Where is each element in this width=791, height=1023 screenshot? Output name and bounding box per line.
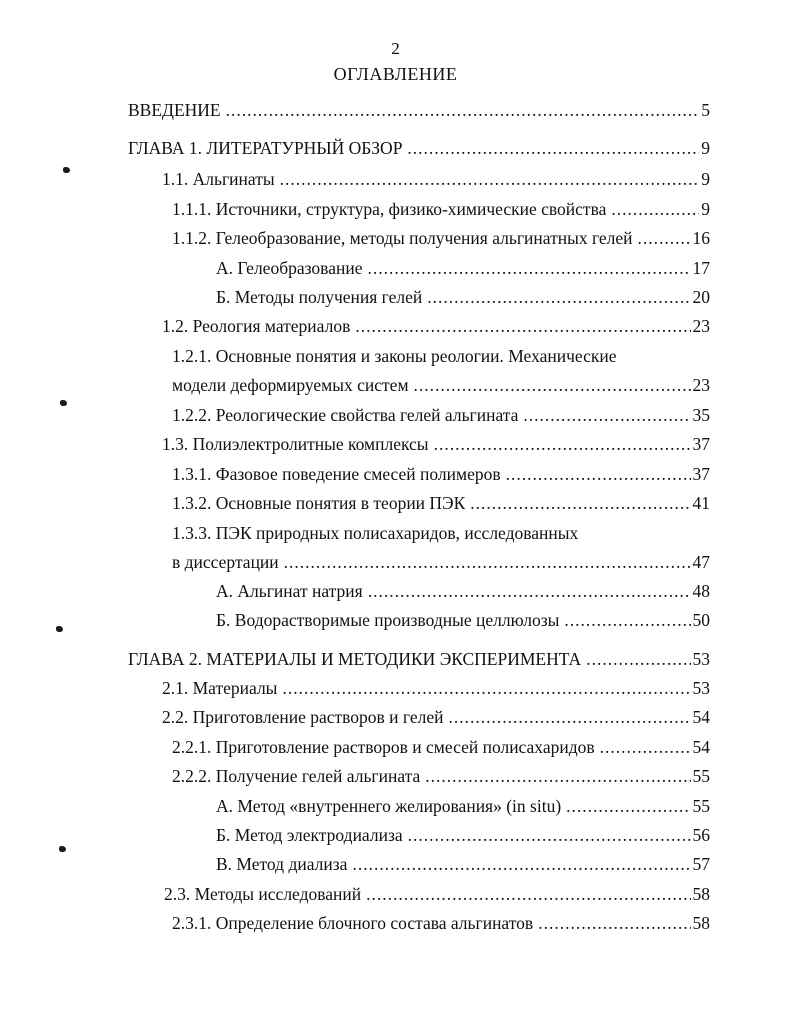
toc-entry bbox=[216, 825, 710, 849]
toc-entry-page: 57 bbox=[692, 854, 710, 874]
toc-entry bbox=[162, 707, 710, 731]
toc-entry-page: 58 bbox=[692, 913, 710, 933]
leader-dots bbox=[226, 100, 700, 121]
leader-dots bbox=[425, 766, 690, 787]
toc-entry-page: 5 bbox=[701, 100, 710, 120]
toc-entry-title: в диссертации bbox=[172, 552, 279, 572]
leader-dots bbox=[449, 707, 691, 728]
toc-entry-title: А. Метод «внутреннего желирования» (in situ) bbox=[216, 796, 562, 816]
leader-dots bbox=[408, 825, 691, 846]
scan-speck bbox=[60, 400, 67, 406]
toc-entry-title: ГЛАВА 1. ЛИТЕРАТУРНЫЙ ОБЗОР bbox=[128, 138, 403, 158]
toc-entry-page: 56 bbox=[692, 825, 710, 845]
leader-dots bbox=[352, 854, 690, 875]
scan-speck bbox=[59, 846, 66, 852]
toc-entry-title: 1.2. Реология материалов bbox=[162, 316, 351, 336]
leader-dots bbox=[506, 464, 691, 485]
toc-entry-page: 53 bbox=[692, 678, 710, 698]
leader-dots bbox=[638, 228, 691, 249]
leader-dots bbox=[366, 884, 690, 905]
toc-entry-title: 1.1.1. Источники, структура, физико-химические свойства bbox=[172, 199, 607, 219]
toc-entry bbox=[162, 316, 710, 340]
toc-entry bbox=[216, 258, 710, 282]
toc-entry bbox=[216, 796, 710, 820]
toc-entry-page: 23 bbox=[692, 316, 710, 336]
toc-entry-title: А. Гелеобразование bbox=[216, 258, 363, 278]
toc-entry-title: ГЛАВА 2. МАТЕРИАЛЫ И МЕТОДИКИ ЭКСПЕРИМЕНТА bbox=[128, 649, 582, 669]
toc-entry-page: 23 bbox=[692, 375, 710, 395]
toc-entry bbox=[172, 228, 710, 252]
toc-entry-title: 1.3.3. ПЭК природных полисахаридов, исследованных bbox=[172, 523, 579, 543]
toc-entry-title: 2.2.1. Приготовление растворов и смесей полисахаридов bbox=[172, 737, 595, 757]
toc-entry-title: 1.1. Альгинаты bbox=[162, 169, 275, 189]
leader-dots bbox=[523, 405, 690, 426]
toc-entry-title: модели деформируемых систем bbox=[172, 375, 409, 395]
leader-dots bbox=[538, 913, 690, 934]
toc-entry-title: В. Метод диализа bbox=[216, 854, 348, 874]
toc-entry bbox=[216, 854, 710, 878]
leader-dots bbox=[355, 316, 690, 337]
leader-dots bbox=[280, 169, 700, 190]
page-title: ОГЛАВЛЕНИЕ bbox=[333, 64, 458, 84]
leader-dots bbox=[407, 138, 699, 159]
toc-entry-title: 1.2.1. Основные понятия и законы реологии. Механические bbox=[172, 346, 617, 366]
toc-entry-title: 1.2.2. Реологические свойства гелей альгината bbox=[172, 405, 519, 425]
page-number: 2 bbox=[391, 39, 400, 58]
toc-entry-page: 58 bbox=[692, 884, 710, 904]
toc-entry-page: 54 bbox=[692, 707, 710, 727]
toc-entry-title: 2.3. Методы исследований bbox=[164, 884, 362, 904]
toc-entry bbox=[172, 199, 710, 223]
toc-entry-page: 17 bbox=[692, 258, 710, 278]
leader-dots bbox=[566, 796, 690, 817]
toc-entry-title: 2.3.1. Определение блочного состава альгинатов bbox=[172, 913, 534, 933]
toc-entry bbox=[172, 493, 710, 517]
toc-entry bbox=[172, 405, 710, 429]
leader-dots bbox=[600, 737, 691, 758]
scan-speck bbox=[63, 167, 70, 173]
toc-entry-page: 37 bbox=[692, 434, 710, 454]
toc-entry bbox=[162, 678, 710, 702]
toc-entry-page: 47 bbox=[692, 552, 710, 572]
toc-entry-title: Б. Метод электродиализа bbox=[216, 825, 403, 845]
toc-entry bbox=[172, 766, 710, 790]
leader-dots bbox=[367, 258, 690, 279]
toc-entry bbox=[172, 913, 710, 937]
toc-entry-title: 1.1.2. Гелеобразование, методы получения альгинатных гелей bbox=[172, 228, 633, 248]
toc-entry-page: 53 bbox=[692, 649, 710, 669]
toc-entry bbox=[216, 581, 710, 605]
toc-entry-page: 35 bbox=[692, 405, 710, 425]
toc-entry-page: 55 bbox=[692, 766, 710, 786]
toc-entry-page: 9 bbox=[701, 169, 710, 189]
leader-dots bbox=[414, 375, 691, 396]
toc-entry-title: Б. Методы получения гелей bbox=[216, 287, 423, 307]
toc-entry-page: 16 bbox=[692, 228, 710, 248]
toc-entry bbox=[162, 169, 710, 193]
toc-entry-title: 1.3.1. Фазовое поведение смесей полимеров bbox=[172, 464, 501, 484]
leader-dots bbox=[368, 581, 691, 602]
leader-dots bbox=[586, 649, 690, 670]
toc-entry-title: 1.3.2. Основные понятия в теории ПЭК bbox=[172, 493, 466, 513]
toc-entry-title: ВВЕДЕНИЕ bbox=[128, 100, 221, 120]
toc-entry-page: 41 bbox=[692, 493, 710, 513]
toc-entry bbox=[128, 138, 710, 162]
leader-dots bbox=[282, 678, 690, 699]
scan-speck bbox=[56, 626, 63, 632]
toc-entry-title: А. Альгинат натрия bbox=[216, 581, 363, 601]
toc-entry-page: 50 bbox=[692, 610, 710, 630]
leader-dots bbox=[284, 552, 691, 573]
toc-entry-page: 54 bbox=[692, 737, 710, 757]
leader-dots bbox=[564, 610, 690, 631]
toc-entry-page: 9 bbox=[701, 199, 710, 219]
toc-entry-page: 9 bbox=[701, 138, 710, 158]
toc-entry-page: 55 bbox=[692, 796, 710, 816]
toc-entry bbox=[216, 610, 710, 634]
leader-dots bbox=[611, 199, 699, 220]
toc-entry-title: 2.1. Материалы bbox=[162, 678, 278, 698]
toc-entry bbox=[172, 552, 710, 576]
toc-entry bbox=[216, 287, 710, 311]
toc-entry-title: Б. Водорастворимые производные целлюлозы bbox=[216, 610, 560, 630]
toc-entry-page: 20 bbox=[692, 287, 710, 307]
toc-entry bbox=[128, 649, 710, 673]
toc-entry bbox=[162, 434, 710, 458]
toc-entry bbox=[172, 375, 710, 399]
toc-entry-page: 48 bbox=[692, 581, 710, 601]
toc-entry-title: 1.3. Полиэлектролитные комплексы bbox=[162, 434, 429, 454]
toc-entry-page: 37 bbox=[692, 464, 710, 484]
leader-dots bbox=[434, 434, 691, 455]
toc-entry-title: 2.2.2. Получение гелей альгината bbox=[172, 766, 421, 786]
toc-entry bbox=[128, 100, 710, 124]
leader-dots bbox=[427, 287, 690, 308]
toc-entry bbox=[164, 884, 710, 908]
toc-entry bbox=[172, 464, 710, 488]
toc-entry-title: 2.2. Приготовление растворов и гелей bbox=[162, 707, 444, 727]
toc-entry bbox=[172, 737, 710, 761]
leader-dots bbox=[470, 493, 690, 514]
